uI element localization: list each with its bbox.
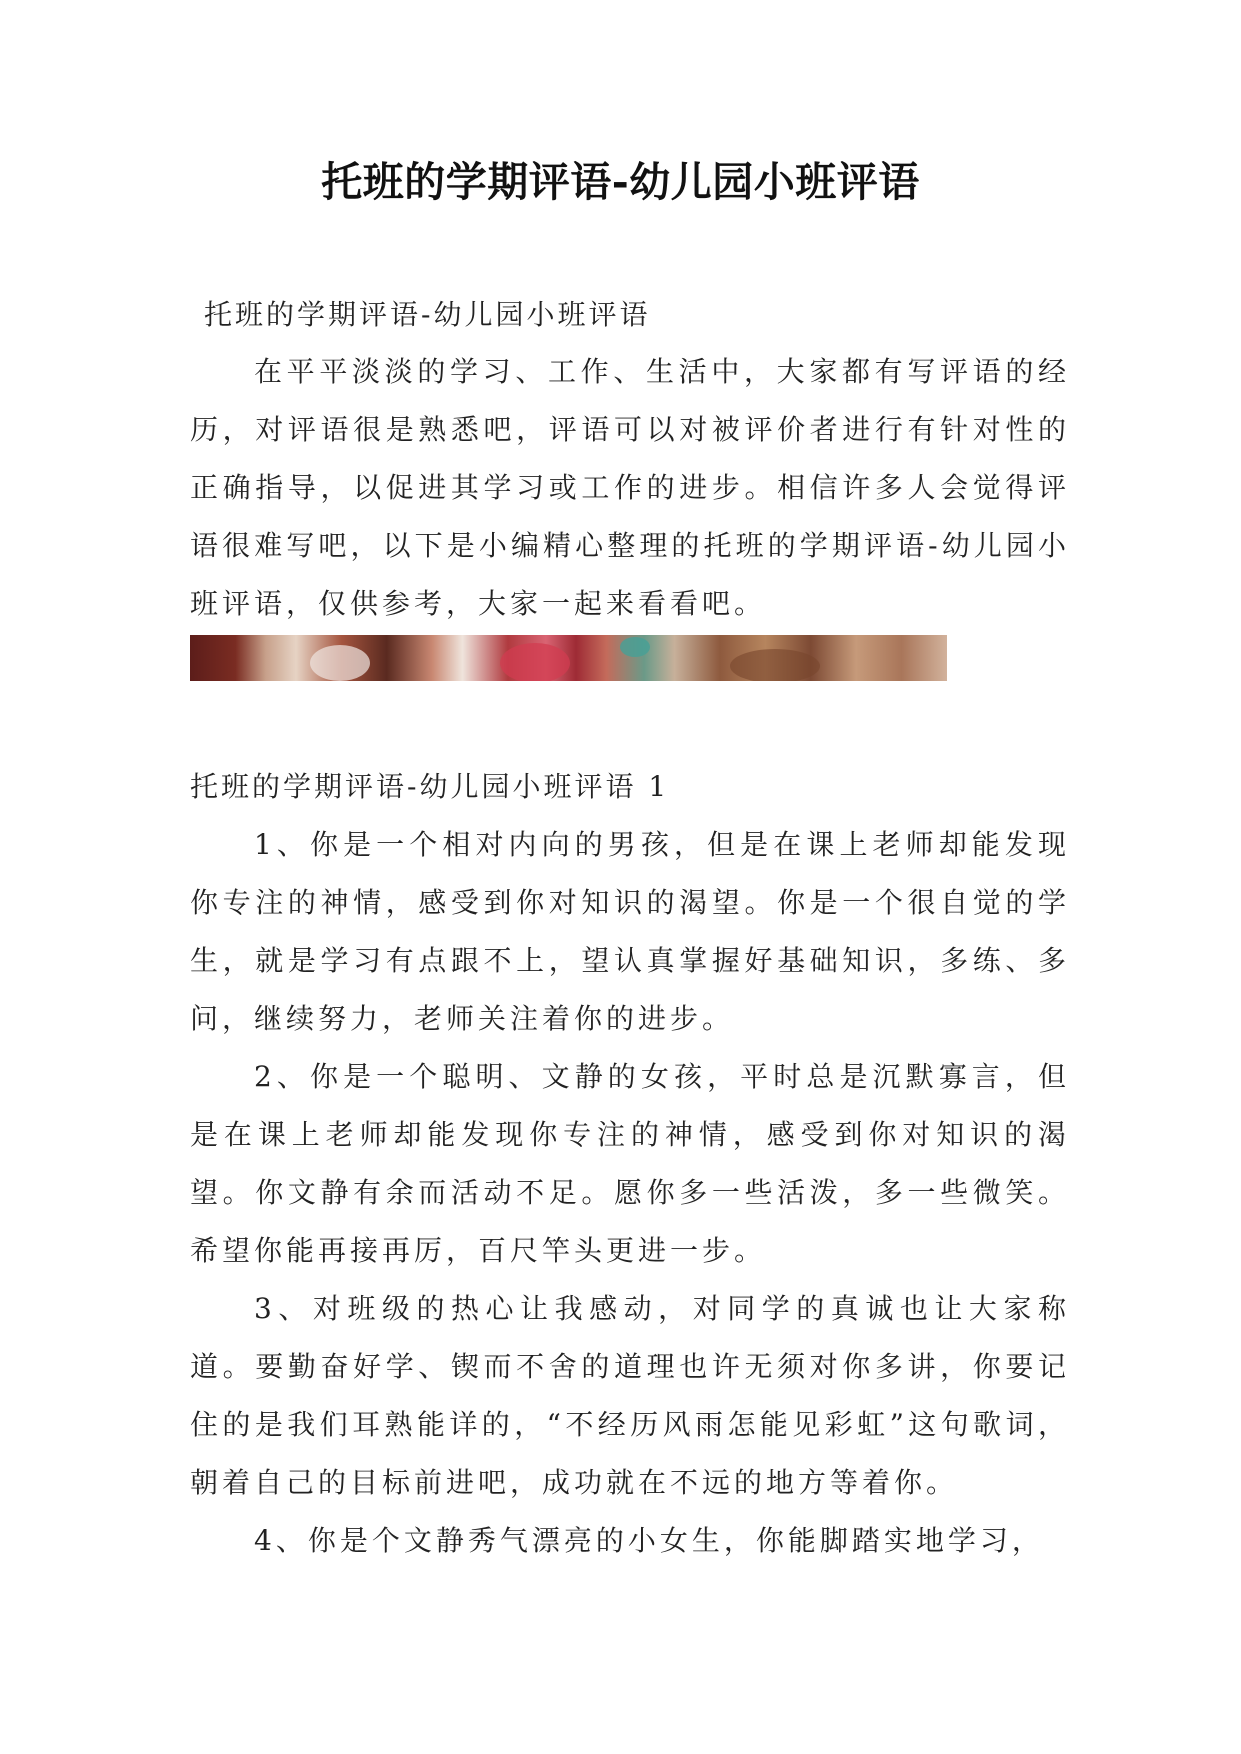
photo-detail xyxy=(310,645,370,681)
comment-paragraph: 3、对班级的热心让我感动，对同学的真诚也让大家称道。要勤奋好学、锲而不舍的道理也许无须对你多讲，你要记住的是我们耳熟能详的，“不经历风雨怎能见彩虹”这句歌词，朝着自己的目标前进吧，成功就在不远的地方等着你。 xyxy=(190,1292,1070,1499)
comment-paragraph: 4、你是个文静秀气漂亮的小女生，你能脚踏实地学习， xyxy=(254,1524,1044,1557)
comment-paragraph: 1、你是一个相对内向的男孩，但是在课上老师却能发现你专注的神情，感受到你对知识的渴望。你是一个很自觉的学生，就是学习有点跟不上，望认真掌握好基础知识，多练、多问，继续努力，老师关注着你的进步。 xyxy=(190,828,1070,1035)
section-heading: 托班的学期评语-幼儿园小班评语 1 xyxy=(190,770,670,803)
comments-list xyxy=(190,816,1070,1570)
photo-detail xyxy=(730,649,820,681)
comment-paragraph: 2、你是一个聪明、文静的女孩，平时总是沉默寡言，但是在课上老师却能发现你专注的神情，感受到你对知识的渴望。你文静有余而活动不足。愿你多一些活泼，多一些微笑。希望你能再接再厉，百尺竿头更进一步。 xyxy=(190,1060,1070,1267)
document-subtitle: 托班的学期评语-幼儿园小班评语 xyxy=(204,298,651,331)
photo-detail xyxy=(500,643,570,681)
document-title: 托班的学期评语-幼儿园小班评语 xyxy=(321,158,920,206)
decorative-photo-banner xyxy=(190,635,947,681)
intro-section xyxy=(190,343,1070,633)
photo-detail xyxy=(620,637,650,657)
intro-paragraph: 在平平淡淡的学习、工作、生活中，大家都有写评语的经历，对评语很是熟悉吧，评语可以对被评价者进行有针对性的正确指导，以促进其学习或工作的进步。相信许多人会觉得评语很难写吧，以下是小编精心整理的托班的学期评语-幼儿园小班评语，仅供参考，大家一起来看看吧。 xyxy=(190,355,1070,620)
